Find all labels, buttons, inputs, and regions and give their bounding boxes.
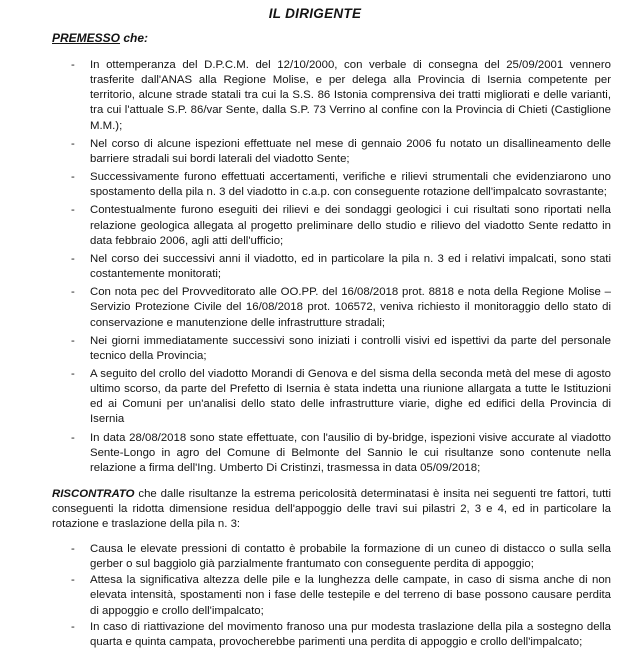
list-item-text: Nel corso di alcune ispezioni effettuate nel mese di gennaio 2006 fu notato un disallineamento delle barriere stradali sui bordi laterali del viadotto Sente; (90, 137, 611, 165)
premesso-heading-label: PREMESSO (52, 31, 121, 45)
dash-bullet: - (71, 137, 75, 150)
dash-bullet: - (71, 334, 75, 347)
list-item (71, 334, 611, 364)
dash-bullet: - (71, 286, 75, 299)
list-item (71, 170, 611, 200)
dash-bullet: - (71, 620, 75, 633)
list-item (71, 285, 611, 330)
list-item (71, 203, 611, 248)
dash-bullet: - (71, 431, 75, 444)
dash-bullet: - (71, 204, 75, 217)
list-item-text: Con nota pec del Provveditorato alle OO.PP. del 16/08/2018 prot. 8818 e nota della Regione Molise – Servizio Protezione Civile del 16/08/2018 prot. 106572, veniva richiesto il monitoraggio dello stato di conservazione e manutenzione delle infrastrutture stradali; (90, 286, 611, 329)
list-item (71, 137, 611, 167)
dash-bullet: - (71, 252, 75, 265)
list-item (71, 542, 611, 572)
list-item-text: In caso di riattivazione del movimento franoso una pur modesta traslazione della pila a sostegno della quarta e quinta campata, provocherebbe parimenti una perdita di appoggio e crollo dell'impalcato; (90, 620, 611, 648)
list-item (71, 252, 611, 282)
list-item-text: In data 28/08/2018 sono state effettuate, con l'ausilio di by-bridge, ispezioni visive accurate al viadotto Sente-Longo in agro del Comune di Belmonte del Sannio le cui risultanze sono contenute nella relazione a firma dell'Ing. Umberto Di Cristinzi, trasmessa in data 05/09/2018; (90, 431, 611, 474)
dash-bullet: - (71, 171, 75, 184)
list-item-text: Successivamente furono effettuati accertamenti, verifiche e rilievi strumentali che evidenziarono uno spostamento della pila n. 3 del viadotto in c.a.p. con conseguente rotazione dell'impalcato sovrastante; (90, 171, 611, 199)
list-item (71, 573, 611, 618)
dash-bullet: - (71, 543, 75, 555)
riscontrato-lead: RISCONTRATO (52, 488, 135, 500)
premesso-list (71, 58, 611, 479)
list-item (71, 620, 611, 650)
list-item (71, 367, 611, 428)
premesso-heading-suffix: che: (120, 31, 149, 45)
premesso-heading (52, 31, 148, 46)
list-item-text: Causa le elevate pressioni di contatto è probabile la formazione di un cuneo di distacco o sulla sella gerber o sul baggiolo già parzialmente frantumato con conseguente perdita di appoggio; (90, 543, 611, 571)
riscontrato-text: che dalle risultanze la estrema pericolosità determinatasi è insita nei seguenti tre fattori, tutti conseguenti la ridotta dimensione residua dell'appoggio delle travi sui pilastri 2, 3 e 4, ed in particolare la rotazione e traslazione della pila n. 3: (52, 488, 611, 531)
dash-bullet: - (71, 59, 75, 71)
list-item-text: Nei giorni immediatamente successivi sono iniziati i controlli visivi ed ispettivi da parte del personale tecnico della Provincia; (90, 334, 611, 362)
list-item-text: A seguito del crollo del viadotto Morandi di Genova e del sisma della seconda metà del mese di agosto ultimo scorso, da parte del Prefetto di Isernia è stata indetta una riunione allargata a tutte le Istituzioni ed ai Comuni per un'analisi dello stato delle infrastrutture viarie, dighe ed edifici della Provincia di Isernia (90, 367, 611, 426)
riscontrato-paragraph (52, 487, 611, 532)
consequences-list (71, 542, 611, 651)
list-item-text: Nel corso dei successivi anni il viadotto, ed in particolare la pila n. 3 ed i relativi impalcati, sono stati costantemente monitorati; (90, 252, 611, 281)
list-item-text: In ottemperanza del D.P.C.M. del 12/10/2000, con verbale di consegna del 25/09/2001 vennero trasferite dall'ANAS alla Regione Molise, e per delega alla Provincia di Isernia competente per territorio, alcune strade statali tra cui la S.S. 86 Istonia comprensiva dei tratti migliorati e delle varianti, tra cui l'attuale S.P. 86/var Sente, dalla S.P. 73 Verrino al confine con la Provincia di Chieti (Castiglione M.M.); (90, 59, 611, 132)
document-title: IL DIRIGENTE (268, 6, 362, 21)
list-item (71, 431, 611, 476)
list-item-text: Attesa la significativa altezza delle pile e la lunghezza delle campate, in caso di sisma anche di non elevata intensità, spostamenti non i fase delle testepile e del terreno di base possono causare perdita di appoggio e crollo dell'impalcato; (90, 574, 611, 617)
list-item-text: Contestualmente furono eseguiti dei rilievi e dei sondaggi geologici i cui risultati sono riportati nella relazione geologica allegata al progetto preliminare dello studio e rilievo del viadotto Sente redatto in data febbraio 2006, agli atti dell'ufficio; (90, 204, 611, 247)
dash-bullet: - (71, 367, 75, 380)
list-item (71, 58, 611, 134)
dash-bullet: - (71, 574, 75, 587)
